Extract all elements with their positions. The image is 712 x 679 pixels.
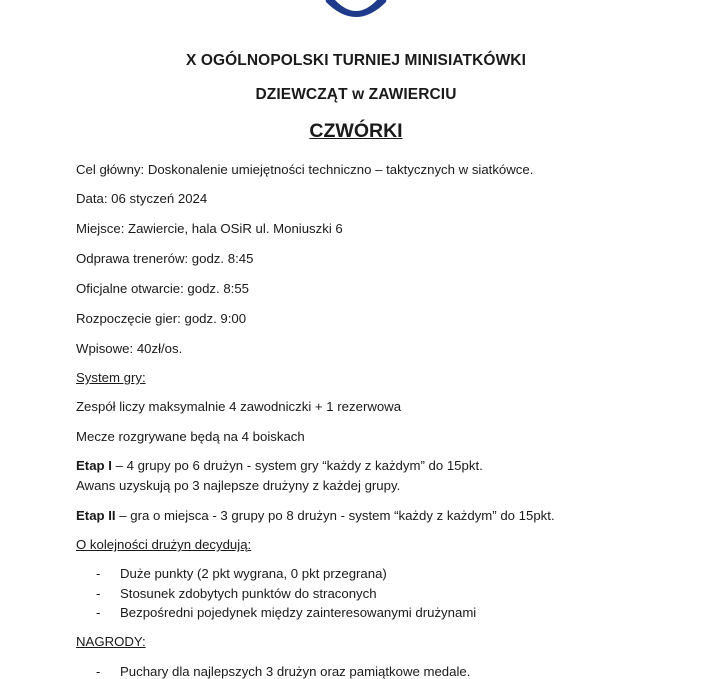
fee-line: Wpisowe: 40zł/os. <box>76 341 183 356</box>
ranking-item: Duże punkty (2 pkt wygrana, 0 pkt przegrana) <box>120 566 387 581</box>
bullet-dash: - <box>96 586 101 601</box>
ranking-item: Stosunek zdobytych punktów do straconych <box>120 586 377 601</box>
system-heading: System gry: <box>76 370 146 385</box>
bullet-dash: - <box>96 664 101 679</box>
team-line: Zespół liczy maksymalnie 4 zawodniczki + 1 rezerwowa <box>76 399 402 414</box>
courts-line: Mecze rozgrywane będą na 4 boiskach <box>76 429 305 444</box>
start-line: Rozpoczęcie gier: godz. 9:00 <box>76 311 247 326</box>
stage1-text: – 4 grupy po 6 drużyn - system gry “każdy z każdym” do 15pkt. <box>111 458 483 473</box>
title-line-2: DZIEWCZĄT w ZAWIERCIU <box>255 86 457 103</box>
stage1-advance-line: Awans uzyskują po 3 najlepsze drużyny z każdej grupy. <box>76 478 401 493</box>
bullet-dash: - <box>96 605 101 620</box>
date-line: Data: 06 styczeń 2024 <box>76 191 208 206</box>
prizes-heading: NAGRODY: <box>76 634 146 649</box>
goal-line: Cel główny: Doskonalenie umiejętności techniczno – taktycznych w siatkówce. <box>76 162 534 177</box>
stage2-label: Etap II <box>76 508 116 523</box>
briefing-line: Odprawa trenerów: godz. 8:45 <box>76 251 254 266</box>
prize-item: Puchary dla najlepszych 3 drużyn oraz pamiątkowe medale. <box>120 664 471 679</box>
stage1-line <box>76 458 483 473</box>
opening-line: Oficjalne otwarcie: godz. 8:55 <box>76 281 249 296</box>
ranking-item: Bezpośredni pojedynek między zainteresowanymi drużynami <box>120 605 477 620</box>
place-line: Miejsce: Zawiercie, hala OSiR ul. Moniuszki 6 <box>76 221 343 236</box>
category-heading: CZWÓRKI <box>309 120 403 142</box>
bullet-dash: - <box>96 566 101 581</box>
club-logo-icon <box>318 0 394 24</box>
stage1-label: Etap I <box>76 458 112 473</box>
title-line-1: X OGÓLNOPOLSKI TURNIEJ MINISIATKÓWKI <box>185 52 526 69</box>
stage2-text: – gra o miejsca - 3 grupy po 8 drużyn - system “każdy z każdym” do 15pkt. <box>115 508 555 523</box>
stage2-line <box>76 508 555 523</box>
ranking-heading: O kolejności drużyn decydują: <box>76 537 252 552</box>
